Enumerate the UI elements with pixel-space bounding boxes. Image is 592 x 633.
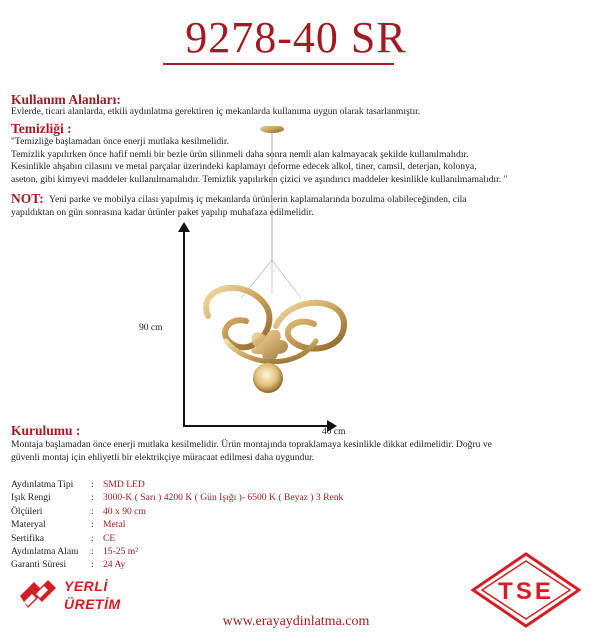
usage-heading: Kullanım Alanları: — [11, 92, 121, 107]
note-heading: NOT: — [11, 191, 44, 206]
spec-value: 40 x 90 cm — [103, 505, 146, 517]
height-arrow-icon — [178, 222, 190, 232]
badge-line-1: YERLİ — [64, 578, 108, 594]
spec-value: 15-25 m² — [103, 546, 139, 558]
spec-row — [11, 505, 343, 518]
cleaning-line: Temizlik yapılırken önce hafif nemli bir bezle ürün silinmeli daha sonra nemli alan kalmayacak şekilde kullanılmalıdır. — [11, 148, 469, 160]
spec-row — [11, 478, 343, 491]
spec-value: SMD LED — [103, 479, 145, 490]
installation-line-2: güvenli montaj için ehliyetli bir elektrikçiye müracaat edilmesi daha uygundur. — [11, 452, 315, 463]
website-url: www.erayaydinlatma.com — [222, 614, 370, 629]
spec-row — [11, 491, 343, 504]
height-dimension-line — [183, 228, 185, 426]
cleaning-line: aseton, gibi kimyevi maddeler kullanılmamalıdır. Temizlik yapılırken çizici ve aşındırıcı maddeler kesinlikle kullanılmamalıdır. " — [11, 173, 508, 185]
badge-line-2: ÜRETİM — [64, 596, 121, 612]
spec-value: 24 Ay — [103, 559, 126, 571]
spec-table — [11, 478, 343, 572]
spec-value: 3000-K ( Sarı ) 4200 K ( Gün Işığı )- 6500 K ( Beyaz ) 3 Renk — [103, 492, 344, 504]
spec-label: Garanti Süresi — [11, 559, 67, 571]
spec-colon: : — [91, 532, 94, 544]
spec-row — [11, 558, 343, 571]
installation-heading: Kurulumu : — [11, 423, 81, 438]
spec-row — [11, 532, 343, 545]
cleaning-heading: Temizliği : — [11, 121, 72, 136]
spec-label: Aydınlatma Tipi — [11, 479, 74, 490]
spec-label: Işık Rengi — [11, 492, 51, 504]
title-underline — [163, 63, 394, 65]
spec-label: Sertifika — [11, 532, 45, 544]
width-label: 40 cm — [322, 427, 346, 437]
width-dimension-line — [183, 425, 329, 427]
pendant-lamp-image — [196, 126, 354, 416]
note-line-1: Yeni parke ve mobilya cilası yapılmış iç mekanlarda ürünlerin kaplamalarında bozulma olabileceğinden, cila — [49, 194, 467, 205]
spec-label: Ölçüleri — [11, 505, 43, 517]
spec-colon: : — [91, 546, 94, 558]
spec-colon: : — [91, 519, 94, 531]
spec-label: Aydınlatma Alanı — [11, 546, 79, 558]
spec-value: Metal — [103, 519, 126, 531]
spec-colon: : — [91, 559, 94, 571]
spec-row — [11, 545, 343, 558]
spec-colon: : — [91, 479, 94, 490]
usage-text: Evlerde, ticari alanlarda, etkili aydınlatma gerektiren iç mekanlarda kullanıma uygun olarak tasarlanmıştır. — [11, 106, 421, 117]
spec-row — [11, 518, 343, 531]
product-code-title: 9278-40 SR — [185, 13, 407, 62]
tse-logo-text: TSE — [498, 578, 554, 605]
cleaning-line: "Temizliğe başlamadan önce enerji mutlaka kesilmelidir. — [11, 136, 229, 147]
spec-colon: : — [91, 492, 94, 504]
spec-value: CE — [103, 532, 116, 544]
note-line-2: yapıldıktan on gün sonrasına kadar ürünler paket yapılıp muhafaza edilmelidir. — [11, 207, 314, 218]
installation-line-1: Montaja başlamadan önce enerji mutlaka kesilmelidir. Ürün montajında topraklamaya kesinlikle dikkat edilmelidir. Doğru ve — [11, 439, 492, 450]
spec-label: Materyal — [11, 519, 46, 531]
cleaning-line: Kesinlikle ahşabın cilasını ve metal parçalar üzerindeki kaplamayı deforme edecek alkol, tiner, camsil, deterjan, kolonya, — [11, 161, 477, 172]
spec-colon: : — [91, 505, 94, 517]
height-label: 90 cm — [139, 323, 163, 333]
